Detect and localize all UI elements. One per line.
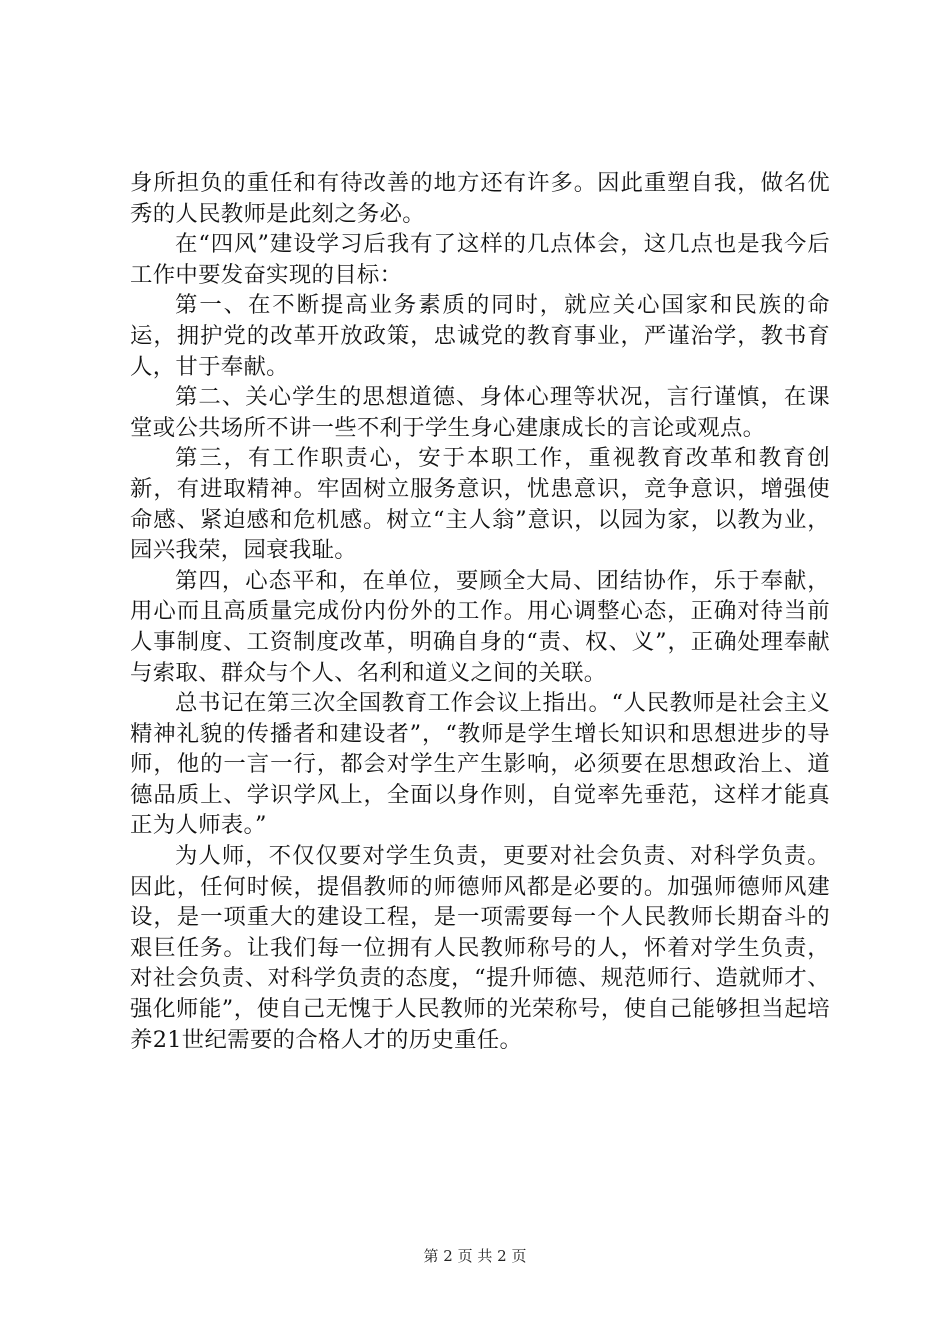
paragraph: 为人师，不仅仅要对学生负责，更要对社会负责、对科学负责。因此，任何时候，提倡教师的师德师风都是必要的。加强师德师风建设，是一项重大的建设工程，是一项需要每一个人民教师长期奋斗的艰巨任务。让我们每一位拥有人民教师称号的人，怀着对学生负责，对社会负责、对科学负责的态度，“提升师德、规范师行、造就师才、强化师能”，使自己无愧于人民教师的光荣称号，使自己能够担当起培养21世纪需要的合格人才的历史重任。	[130, 843, 830, 1053]
paragraph: 第二、关心学生的思想道德、身体心理等状况，言行谨慎，在课堂或公共场所不讲一些不利于学生身心建康成长的言论或观点。	[130, 384, 830, 441]
paragraph: 在“四风”建设学习后我有了这样的几点体会，这几点也是我今后工作中要发奋实现的目标：	[130, 231, 830, 288]
paragraph: 第三，有工作职责心，安于本职工作，重视教育改革和教育创新，有进取精神。牢固树立服务意识，忧患意识，竞争意识，增强使命感、紧迫感和危机感。树立“主人翁”意识，以园为家，以教为业，园兴我荣，园衰我耻。	[130, 445, 830, 564]
page-number-label: 第 2 页 共 2 页	[423, 1247, 527, 1265]
paragraph: 第一、在不断提高业务素质的同时，就应关心国家和民族的命运，拥护党的改革开放政策，忠诚党的教育事业，严谨治学，教书育人，甘于奉献。	[130, 292, 830, 380]
document-body	[130, 168, 830, 1055]
paragraph: 总书记在第三次全国教育工作会议上指出。“人民教师是社会主义精神礼貌的传播者和建设者”，“教师是学生增长知识和思想进步的导师，他的一言一行，都会对学生产生影响，必须要在思想政治上、道德品质上、学识学风上，全面以身作则，自觉率先垂范，这样才能真正为人师表。”	[130, 690, 830, 839]
page-footer	[0, 1246, 950, 1266]
paragraph: 第四，心态平和，在单位，要顾全大局、团结协作，乐于奉献，用心而且高质量完成份内份外的工作。用心调整心态，正确对待当前人事制度、工资制度改革，明确自身的“责、权、义”，正确处理奉献与索取、群众与个人、名利和道义之间的关联。	[130, 567, 830, 686]
paragraph: 身所担负的重任和有待改善的地方还有许多。因此重塑自我，做名优秀的人民教师是此刻之务必。	[130, 170, 830, 227]
